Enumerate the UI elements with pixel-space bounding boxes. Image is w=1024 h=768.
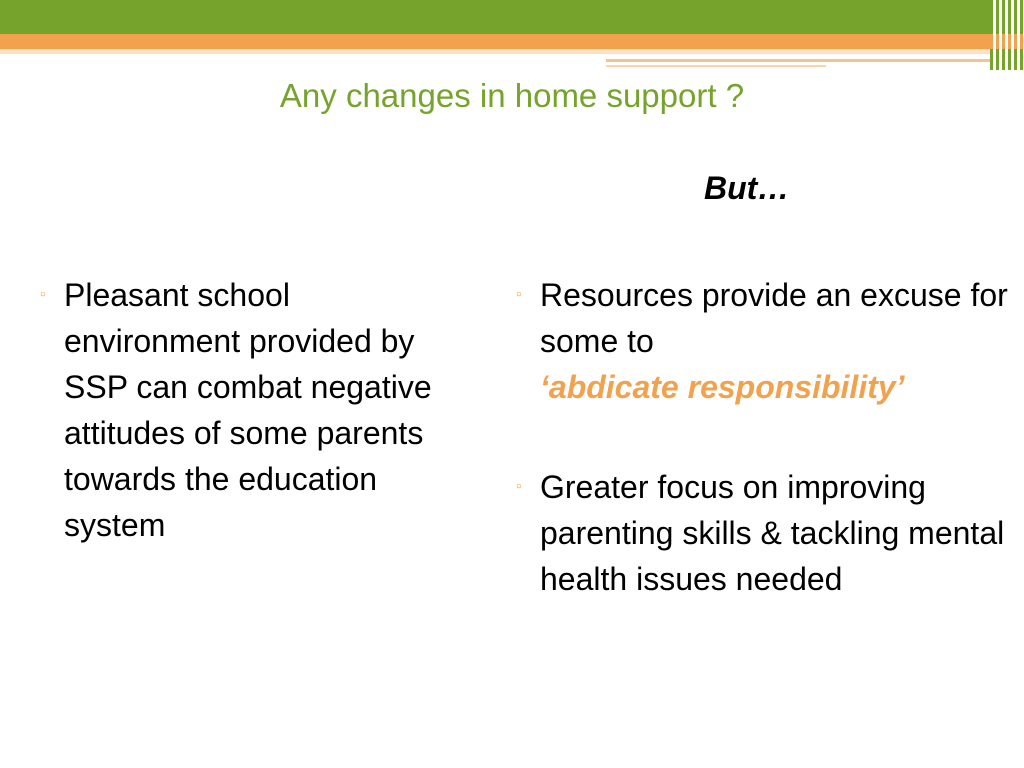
- header-pale-band: [0, 49, 990, 54]
- small-square-outline-icon: ▫: [516, 478, 522, 495]
- bullet-item: [512, 272, 1008, 410]
- right-bullet-list: [512, 272, 1008, 602]
- emphasized-text: ‘abdicate responsibility’: [540, 369, 905, 405]
- bullet-item: [36, 272, 472, 548]
- bullet-text: Greater focus on improving parenting skills & tackling mental health issues needed: [540, 469, 1005, 597]
- bullet-text: Resources provide an excuse for some to: [540, 277, 1008, 359]
- header-accent-line-short: [606, 65, 826, 67]
- header-stripe-pattern-orange: [990, 34, 1024, 49]
- header-accent-line: [606, 59, 990, 62]
- bullet-text: Pleasant school environment provided by SSP can combat negative attitudes of some parents towards the education system: [64, 277, 432, 543]
- slide-title: Any changes in home support ?: [279, 77, 745, 114]
- left-bullet-list: [36, 272, 472, 548]
- header-orange-band: [0, 34, 990, 49]
- subheading-but: But…: [704, 170, 790, 206]
- header-green-band: [0, 0, 990, 34]
- small-square-outline-icon: ▫: [40, 286, 46, 303]
- small-square-outline-icon: ▫: [516, 286, 522, 303]
- bullet-item: [512, 464, 1008, 602]
